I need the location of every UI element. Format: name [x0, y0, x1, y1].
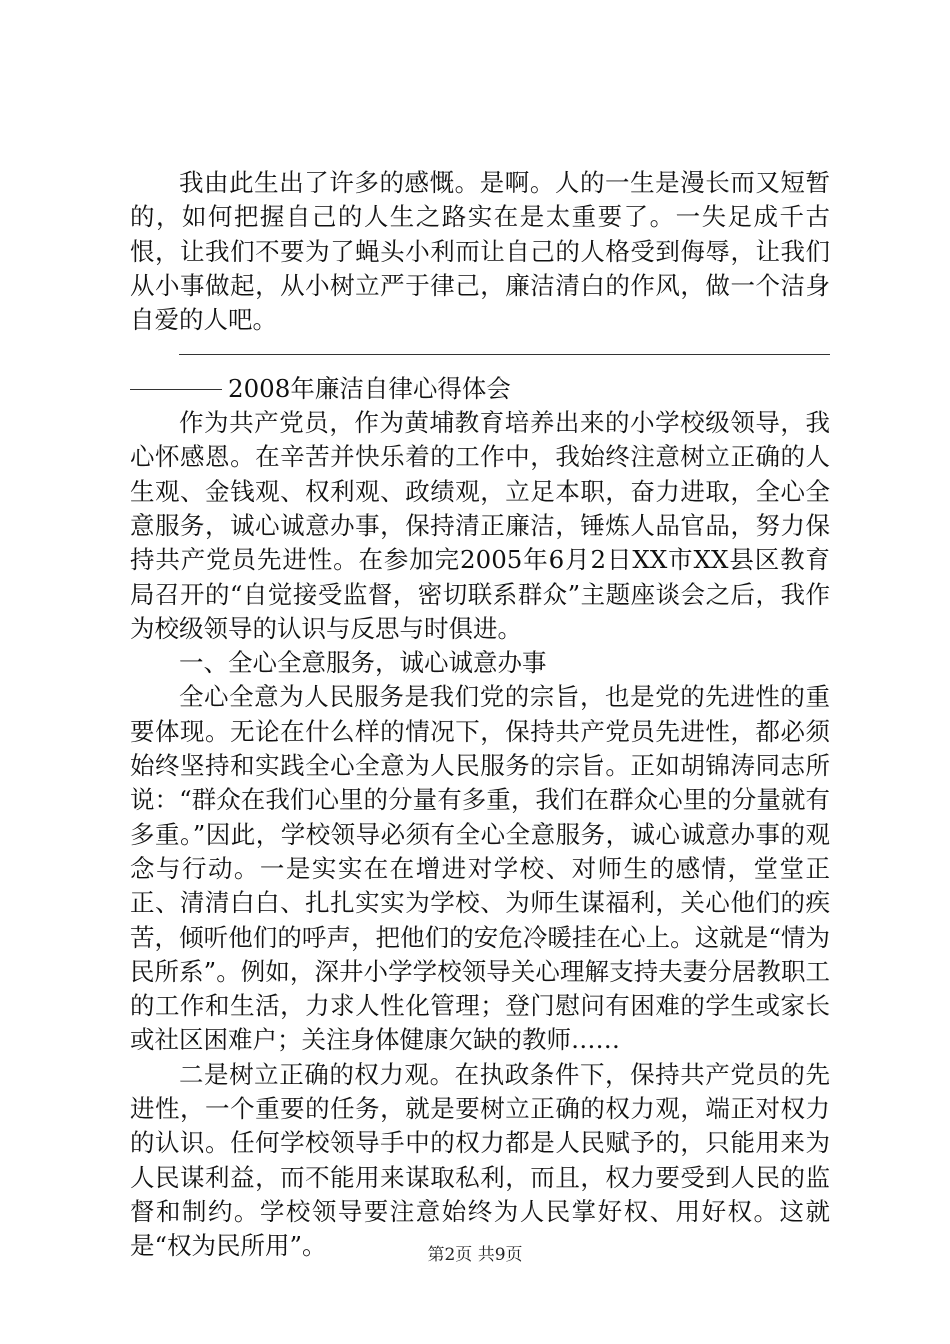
- separator-line: [130, 337, 830, 371]
- paragraph-intro: 作为共产党员，作为黄埔教育培养出来的小学校级领导，我心怀感恩。在辛苦并快乐着的工作中，我始终注意树立正确的人生观、金钱观、权利观、政绩观，立足本职，奋力进取，全心全意服务，诚心诚意办事，保持清正廉洁，锤炼人品官品，努力保持共产党员先进性。在参加完2005年6月2日XX市XX县区教育局召开的“自觉接受监督，密切联系群众”主题座谈会之后，我作为校级领导的认识与反思与时俱进。: [130, 408, 830, 643]
- paragraph-power: 二是树立正确的权力观。在执政条件下，保持共产党员的先进性，一个重要的任务，就是要树立正确的权力观，端正对权力的认识。任何学校领导手中的权力都是人民赋予的，只能用来为人民谋利益，而不能用来谋取私利，而且，权力要受到人民的监督和制约。学校领导要注意始终为人民掌好权、用好权。这就是“权为民所用”。: [130, 1059, 830, 1261]
- section-heading-1: 一、全心全意服务，诚心诚意办事: [179, 648, 547, 678]
- article-title: 2008年廉洁自律心得体会: [228, 373, 511, 403]
- page-number: 第2页 共9页: [427, 1245, 523, 1265]
- paragraph-reflection: 我由此生出了许多的感慨。是啊。人的一生是漫长而又短暂的，如何把握自己的人生之路实在是太重要了。一失足成千古恨，让我们不要为了蝇头小利而让自己的人格受到侮辱，让我们从小事做起，从小树立严于律己，廉洁清白的作风，做一个洁身自爱的人吧。: [130, 168, 830, 335]
- paragraph-service: 全心全意为人民服务是我们党的宗旨，也是党的先进性的重要体现。无论在什么样的情况下，保持共产党员先进性，都必须始终坚持和实践全心全意为人民服务的宗旨。正如胡锦涛同志所说：“群众在我们心里的分量有多重，我们在群众心里的分量就有多重。”因此，学校领导必须有全心全意服务，诚心诚意办事的观念与行动。一是实实在在增进对学校、对师生的感情，堂堂正正、清清白白、扎扎实实为学校、为师生谋福利，关心他们的疾苦，倾听他们的呼声，把他们的安危冷暖挂在心上。这就是“情为民所系”。例如，深井小学学校领导关心理解支持夫妻分居教职工的工作和生活，力求人性化管理；登门慰问有困难的学生或家长或社区困难户；关注身体健康欠缺的教师……: [130, 682, 830, 1055]
- title-dash: [130, 389, 222, 390]
- document-body: [130, 166, 830, 1264]
- article-title-line: [130, 372, 830, 406]
